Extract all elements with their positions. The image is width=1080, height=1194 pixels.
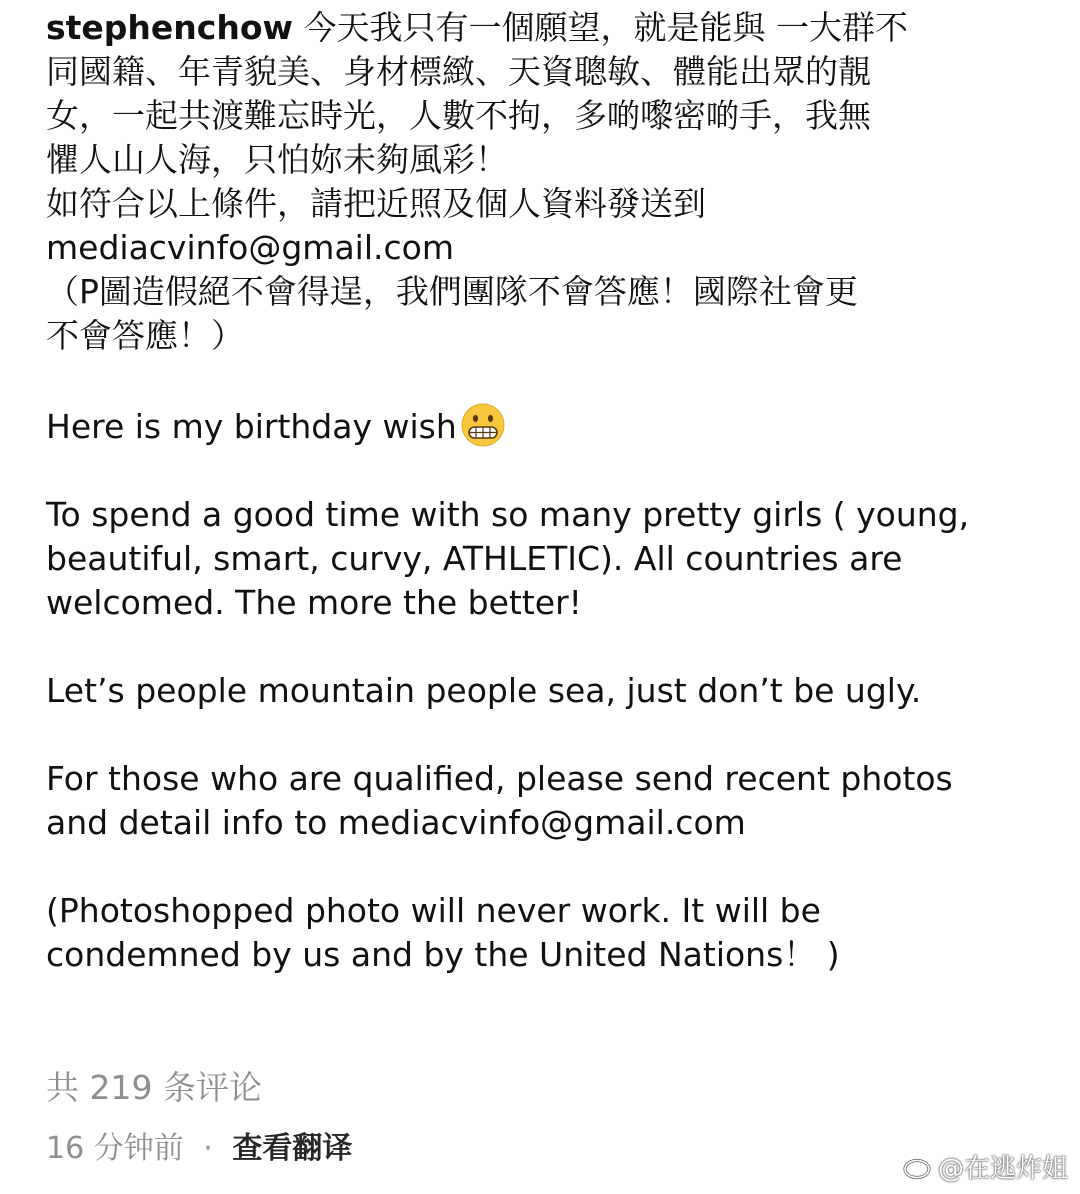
caption-text: 今天我只有一個願望，就是能與 一大群不	[293, 8, 908, 47]
post-timestamp: 16 分钟前	[46, 1131, 184, 1166]
caption-line-4: 懼人山人海，只怕妳未夠風彩！	[46, 140, 508, 179]
birthday-wish-line	[46, 402, 1056, 449]
caption-line-3: 女，一起共渡難忘時光，人數不拘，多啲嚟密啲手，我無	[46, 96, 871, 135]
birthday-wish-text: Here is my birthday wish	[46, 407, 457, 446]
separator-dot: ·	[203, 1131, 213, 1166]
english-p4-line-1: (Photoshopped photo will never work. It will be	[46, 891, 821, 930]
english-p4-line-2: condemned by us and by the United Nations！ )	[46, 935, 840, 974]
weibo-logo-icon	[902, 1151, 936, 1181]
caption-line-1	[46, 6, 1056, 50]
see-translation-button[interactable]: 查看翻译	[232, 1131, 353, 1166]
paragraph-gap	[46, 845, 1056, 889]
watermark	[902, 1146, 1068, 1186]
english-p3-line-2: and detail info to mediacvinfo@gmail.com	[46, 803, 746, 842]
paragraph-gap	[46, 625, 1056, 669]
caption-line-2: 同國籍、年青貌美、身材標緻、天資聰敏、體能出眾的靚	[46, 52, 871, 91]
post-caption	[46, 6, 1056, 977]
paragraph-gap	[46, 358, 1056, 402]
english-p1-line-2: beautiful, smart, curvy, ATHLETIC). All countries are	[46, 539, 903, 578]
caption-line-8: 不會答應！）	[46, 316, 244, 355]
english-p2-line: Let’s people mountain people sea, just don’t be ugly.	[46, 671, 922, 710]
english-p1-line-3: welcomed. The more the better!	[46, 583, 582, 622]
paragraph-gap	[46, 713, 1056, 757]
caption-line-5: 如符合以上條件，請把近照及個人資料發送到	[46, 184, 706, 223]
email-link[interactable]: mediacvinfo@gmail.com	[46, 228, 454, 267]
username-link[interactable]: stephenchow	[46, 8, 294, 47]
caption-line-7: （P圖造假絕不會得逞，我們團隊不會答應！國際社會更	[46, 272, 858, 311]
grimacing-face-emoji-icon	[460, 402, 506, 448]
paragraph-gap	[46, 449, 1056, 493]
post-footer	[46, 1127, 352, 1171]
view-comments-link[interactable]: 共 219 条评论	[46, 1068, 262, 1107]
english-p1-line-1: To spend a good time with so many pretty girls ( young,	[46, 495, 970, 534]
english-p3-line-1: For those who are qualified, please send recent photos	[46, 759, 953, 798]
watermark-text: @在逃炸姐	[937, 1153, 1068, 1184]
